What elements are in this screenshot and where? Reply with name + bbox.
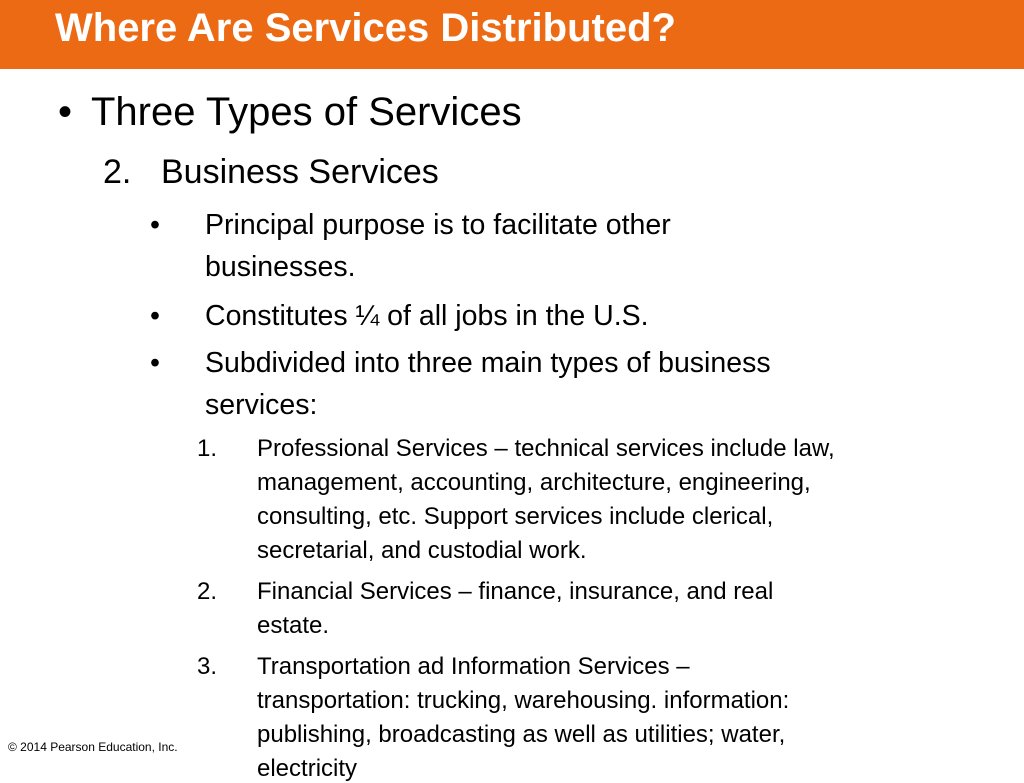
list-item-text: businesses. — [205, 251, 356, 283]
subheading-business-services: Business Services — [161, 153, 439, 191]
list-item-text: Constitutes ¼ of all jobs in the U.S. — [205, 300, 649, 332]
bullet-marker: • — [150, 209, 160, 241]
list-number: 3. — [197, 653, 218, 680]
copyright-footer: © 2014 Pearson Education, Inc. — [8, 740, 178, 754]
list-item-text: secretarial, and custodial work. — [257, 537, 587, 564]
list-item-text: consulting, etc. Support services include clerical, — [257, 503, 774, 530]
bullet-marker: • — [58, 90, 73, 134]
list-item-text: Financial Services – finance, insurance, and real — [257, 578, 774, 605]
bullet-marker: • — [150, 300, 160, 332]
list-item-text: estate. — [257, 612, 330, 639]
list-item-text: electricity — [257, 755, 358, 782]
bullet-marker: • — [150, 347, 160, 379]
list-item-text: publishing, broadcasting as well as utilities; water, — [257, 721, 786, 748]
list-number: 2. — [197, 578, 218, 605]
heading-three-types: Three Types of Services — [91, 90, 522, 134]
list-item-text: transportation: trucking, warehousing. information: — [257, 687, 790, 714]
list-item-text: Subdivided into three main types of business — [205, 347, 771, 379]
list-item-text: management, accounting, architecture, engineering, — [257, 469, 811, 496]
list-item-text: Transportation ad Information Services – — [257, 653, 690, 680]
list-item-text: Professional Services – technical services include law, — [257, 435, 835, 462]
list-number: 1. — [197, 435, 218, 462]
list-item-text: services: — [205, 389, 318, 421]
list-item-text: Principal purpose is to facilitate other — [205, 209, 671, 241]
slide-title: Where Are Services Distributed? — [55, 6, 676, 50]
list-number: 2. — [103, 153, 132, 191]
title-bar — [0, 0, 1024, 69]
